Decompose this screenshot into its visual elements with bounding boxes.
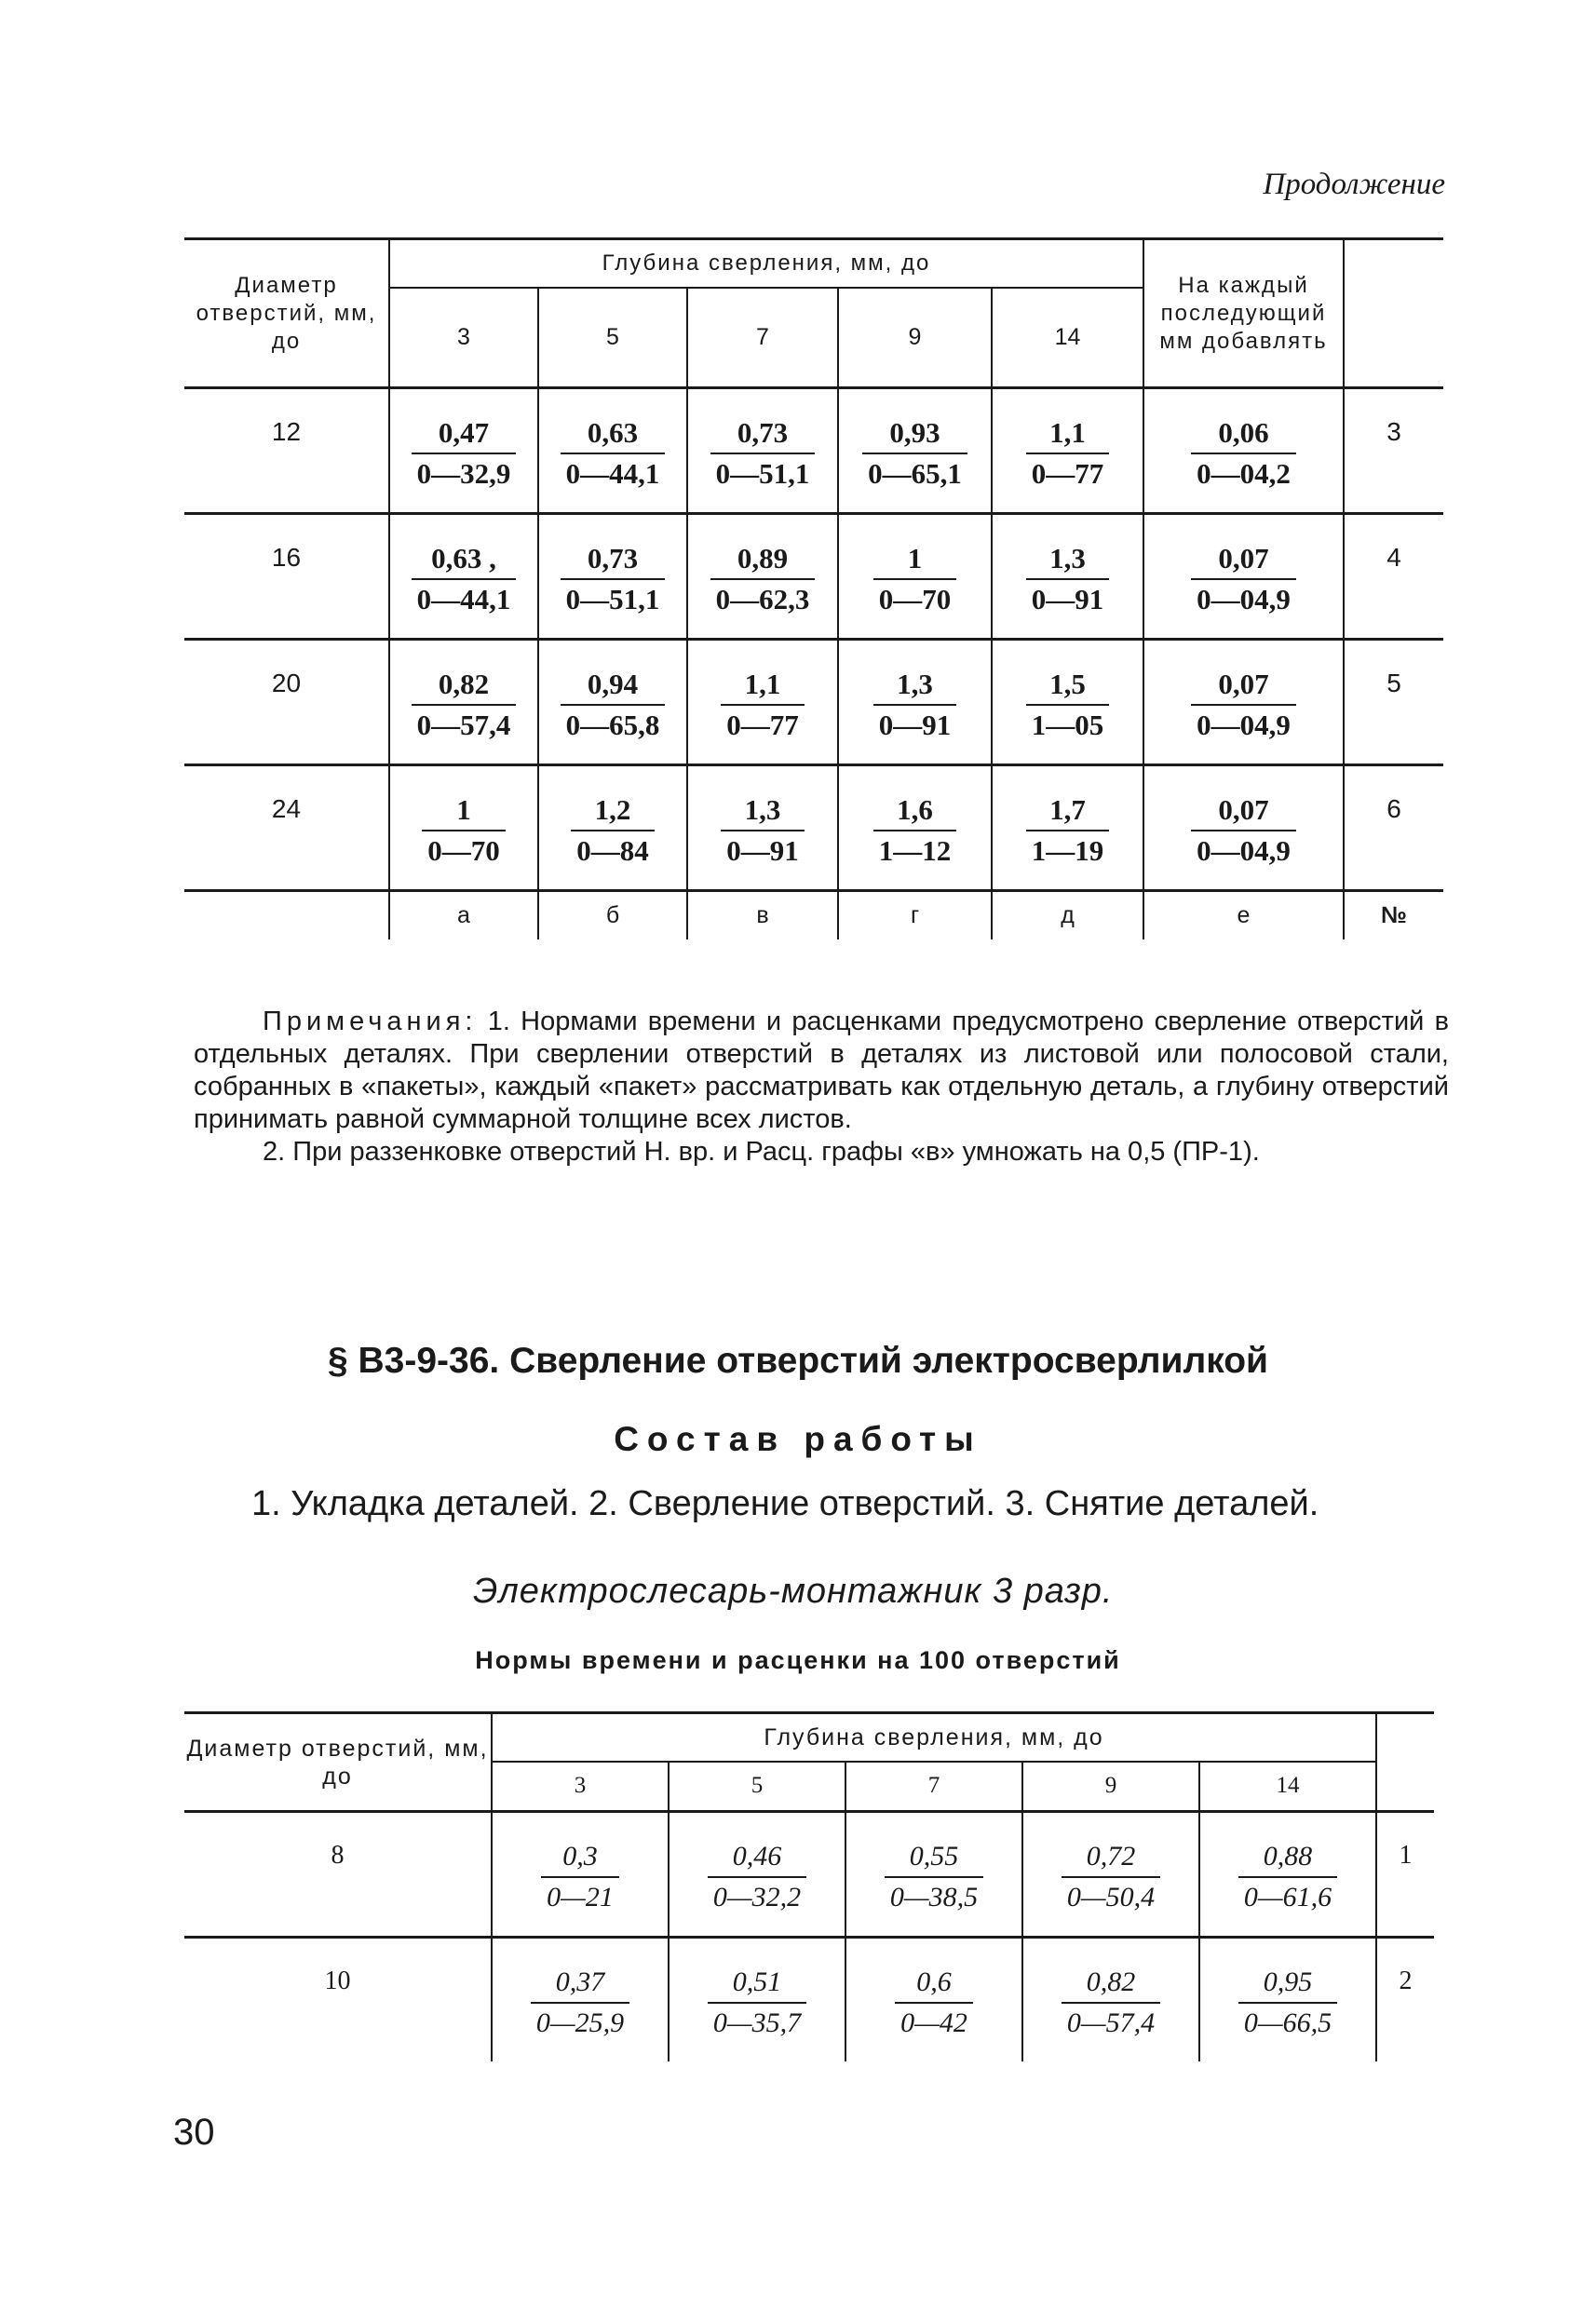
fraction xyxy=(531,1963,629,2043)
time-norm: 0,3 xyxy=(541,1837,619,1878)
row-number-cell: 2 xyxy=(1399,1966,1413,1995)
time-norm: 0,47 xyxy=(412,413,517,454)
column-letter: в xyxy=(687,891,838,939)
norm-fraction-cell xyxy=(1022,1938,1199,2062)
rate-price: 0—70 xyxy=(427,834,500,867)
fraction xyxy=(873,665,957,745)
rate-price: 0—44,1 xyxy=(416,583,511,615)
time-norm: 1,5 xyxy=(1026,665,1110,706)
norms-heading: Нормы времени и расценки на 100 отверстий xyxy=(475,1646,1121,1674)
depth-cell: 5 xyxy=(669,1762,845,1812)
norm-fraction-cell xyxy=(1143,514,1344,640)
norm-fraction-cell xyxy=(1199,1812,1376,1938)
rate-price: 0—66,5 xyxy=(1243,2007,1332,2038)
rate-price: 0—62,3 xyxy=(715,583,810,615)
fraction xyxy=(885,1837,983,1917)
time-norm: 0,51 xyxy=(708,1963,806,2004)
time-norm: 1,1 xyxy=(721,665,805,706)
time-norm: 0,6 xyxy=(895,1963,973,2004)
norm-fraction-cell xyxy=(838,514,992,640)
column-letter: д xyxy=(992,891,1143,939)
rate-price: 0—65,1 xyxy=(868,457,962,490)
norm-fraction-cell xyxy=(538,388,687,514)
rate-price: 0—32,9 xyxy=(416,457,511,490)
norm-fraction-cell xyxy=(845,1938,1022,2062)
diameter-cell: 8 xyxy=(184,1812,492,1938)
depth-cell: 14 xyxy=(992,288,1143,388)
fraction xyxy=(1191,539,1296,619)
norm-fraction-cell xyxy=(389,514,538,640)
time-norm: 1,1 xyxy=(1026,413,1110,454)
rate-price: 0—51,1 xyxy=(565,583,660,615)
rate-price: 0—04,9 xyxy=(1197,834,1291,867)
fraction xyxy=(412,413,517,493)
diameter-cell: 16 xyxy=(184,514,389,640)
diameter-cell: 24 xyxy=(184,765,389,891)
rate-price: 0—04,9 xyxy=(1197,583,1291,615)
column-letter: № xyxy=(1344,891,1443,939)
fraction xyxy=(1026,791,1110,871)
time-norm: 0,07 xyxy=(1191,791,1296,831)
rate-price: 0—44,1 xyxy=(565,457,660,490)
rate-price: 0—91 xyxy=(726,834,799,867)
fraction xyxy=(571,791,655,871)
time-norm: 0,06 xyxy=(1191,413,1296,454)
header-diameter: Диаметр отверстий, мм, до xyxy=(184,239,389,388)
time-norm: 1,7 xyxy=(1026,791,1110,831)
norm-fraction-cell xyxy=(687,640,838,765)
rate-price: 0—25,9 xyxy=(535,2007,625,2038)
rate-price: 0—84 xyxy=(576,834,649,867)
notes xyxy=(194,1006,1449,1169)
table-row xyxy=(184,514,1443,640)
rate-price: 0—91 xyxy=(878,709,952,741)
fraction xyxy=(1238,1837,1337,1917)
norm-fraction-cell xyxy=(538,640,687,765)
norm-fraction-cell xyxy=(687,765,838,891)
norm-fraction-cell xyxy=(1143,765,1344,891)
norm-fraction-cell xyxy=(389,765,538,891)
fraction xyxy=(710,539,816,619)
time-norm: 0,89 xyxy=(710,539,816,580)
fraction xyxy=(412,539,517,619)
rate-price: 0—32,2 xyxy=(712,1882,802,1912)
time-norm: 0,82 xyxy=(1062,1963,1160,2004)
rate-price: 1—12 xyxy=(878,834,952,867)
time-norm: 0,07 xyxy=(1191,665,1296,706)
norm-fraction-cell xyxy=(992,388,1143,514)
norm-fraction-cell xyxy=(992,765,1143,891)
fraction xyxy=(721,665,805,745)
fraction xyxy=(1026,413,1110,493)
norms-table-2 xyxy=(184,1711,1434,2061)
depth-cell: 9 xyxy=(838,288,992,388)
depth-cell: 3 xyxy=(389,288,538,388)
fraction xyxy=(541,1837,619,1917)
header-row-number xyxy=(1376,1713,1434,1812)
continuation-label: Продолжение xyxy=(1263,168,1445,201)
norm-fraction-cell xyxy=(1143,388,1344,514)
time-norm: 1,3 xyxy=(721,791,805,831)
header-diameter: Диаметр отверстий, мм, до xyxy=(184,1713,492,1812)
time-norm: 0,63 , xyxy=(412,539,517,580)
table-row xyxy=(184,1812,1434,1938)
fraction xyxy=(561,413,666,493)
header-row-number xyxy=(1344,239,1443,388)
section-title: § В3-9-36. Сверление отверстий электросверлилкой xyxy=(327,1341,1269,1381)
rate-price: 0—91 xyxy=(1031,583,1104,615)
time-norm: 0,07 xyxy=(1191,539,1296,580)
row-number-cell: 3 xyxy=(1344,388,1443,514)
rate-price: 0—04,2 xyxy=(1197,457,1291,490)
rate-price: 0—38,5 xyxy=(889,1882,979,1912)
depth-cell: 3 xyxy=(492,1762,669,1812)
norm-fraction-cell xyxy=(992,640,1143,765)
fraction xyxy=(561,539,666,619)
norm-fraction-cell xyxy=(838,388,992,514)
table-row xyxy=(184,388,1443,514)
column-letter: б xyxy=(538,891,687,939)
row-number-cell: 6 xyxy=(1386,794,1401,823)
note-2: 2. При раззенковке отверстий Н. вр. и Расц. графы «в» умножать на 0,5 (ПР-1). xyxy=(263,1137,1260,1167)
fraction xyxy=(1062,1963,1160,2043)
time-norm: 0,82 xyxy=(412,665,517,706)
rate-price: 0—77 xyxy=(1031,457,1104,490)
norm-fraction-cell xyxy=(1022,1812,1199,1938)
work-description: 1. Укладка деталей. 2. Сверление отверстий. 3. Снятие деталей. xyxy=(251,1484,1319,1523)
column-letter: а xyxy=(389,891,538,939)
time-norm: 1 xyxy=(873,539,957,580)
time-norm: 0,88 xyxy=(1238,1837,1337,1878)
time-norm: 0,94 xyxy=(561,665,666,706)
time-norm: 0,93 xyxy=(862,413,967,454)
time-norm: 0,95 xyxy=(1238,1963,1337,2004)
rate-price: 0—50,4 xyxy=(1066,1882,1156,1912)
time-norm: 1,6 xyxy=(873,791,957,831)
fraction xyxy=(895,1963,973,2043)
rate-price: 0—42 xyxy=(900,2007,967,2038)
rate-price: 0—35,7 xyxy=(712,2007,802,2038)
depth-cell: 5 xyxy=(538,288,687,388)
fraction xyxy=(561,665,666,745)
fraction xyxy=(721,791,805,871)
work-heading: Состав работы xyxy=(614,1420,982,1458)
depth-cell: 7 xyxy=(845,1762,1022,1812)
column-letter: г xyxy=(838,891,992,939)
rate-price: 1—19 xyxy=(1031,834,1104,867)
fraction xyxy=(1062,1837,1160,1917)
table-row xyxy=(184,765,1443,891)
header-each-mm: На каждый последующий мм добавлять xyxy=(1143,239,1344,388)
time-norm: 0,73 xyxy=(710,413,816,454)
rate-price: 0—21 xyxy=(547,1882,614,1912)
table-row xyxy=(184,640,1443,765)
time-norm: 0,72 xyxy=(1062,1837,1160,1878)
rate-price: 0—51,1 xyxy=(715,457,810,490)
norm-fraction-cell xyxy=(389,640,538,765)
page-number: 30 xyxy=(173,2112,215,2153)
time-norm: 1,3 xyxy=(873,665,957,706)
row-number-cell: 4 xyxy=(1344,514,1443,640)
time-norm: 0,46 xyxy=(708,1837,806,1878)
fraction xyxy=(422,791,506,871)
fraction xyxy=(708,1963,806,2043)
depth-cell: 9 xyxy=(1022,1762,1199,1812)
time-norm: 0,37 xyxy=(531,1963,629,2004)
norm-fraction-cell xyxy=(538,514,687,640)
fraction xyxy=(1191,791,1296,871)
rate-price: 0—57,4 xyxy=(1066,2007,1156,2038)
note-1: 1. Нормами времени и расценками предусмотрено сверление отверстий в отдельных деталях. При сверлении отверстий в деталях из листовой или полосовой стали, собранных в «пакеты», каждый «пакет» рассматривать как отдельную деталь, а глубину отверстий принимать равной суммарной толщине всех листов. xyxy=(194,1007,1449,1134)
rate-price: 1—05 xyxy=(1031,709,1104,741)
rate-price: 0—04,9 xyxy=(1197,709,1291,741)
depth-cell: 7 xyxy=(687,288,838,388)
time-norm: 0,73 xyxy=(561,539,666,580)
time-norm: 1,3 xyxy=(1026,539,1110,580)
fraction xyxy=(708,1837,806,1917)
header-depth: Глубина сверления, мм, до xyxy=(492,1713,1376,1762)
rate-price: 0—77 xyxy=(726,709,799,741)
norm-fraction-cell xyxy=(669,1938,845,2062)
norm-fraction-cell xyxy=(992,514,1143,640)
norm-fraction-cell xyxy=(838,765,992,891)
norm-fraction-cell xyxy=(669,1812,845,1938)
column-letters-row xyxy=(184,891,1443,939)
norm-fraction-cell xyxy=(687,514,838,640)
norm-fraction-cell xyxy=(492,1812,669,1938)
fraction xyxy=(1191,413,1296,493)
notes-label: Примечания: xyxy=(263,1007,478,1036)
norm-fraction-cell xyxy=(538,765,687,891)
rate-price: 0—70 xyxy=(878,583,952,615)
norm-fraction-cell xyxy=(838,640,992,765)
norm-fraction-cell xyxy=(1199,1938,1376,2062)
time-norm: 1 xyxy=(422,791,506,831)
row-number-cell: 1 xyxy=(1376,1812,1434,1938)
norm-fraction-cell xyxy=(492,1938,669,2062)
fraction xyxy=(1238,1963,1337,2043)
worker-grade: Электрослесарь-монтажник 3 разр. xyxy=(473,1572,1114,1611)
fraction xyxy=(710,413,816,493)
norm-fraction-cell xyxy=(687,388,838,514)
rate-price: 0—65,8 xyxy=(565,709,660,741)
column-letter: е xyxy=(1143,891,1344,939)
diameter-cell: 12 xyxy=(184,388,389,514)
norm-fraction-cell xyxy=(1143,640,1344,765)
time-norm: 1,2 xyxy=(571,791,655,831)
row-number-cell: 5 xyxy=(1344,640,1443,765)
norm-fraction-cell xyxy=(389,388,538,514)
time-norm: 0,63 xyxy=(561,413,666,454)
header-depth: Глубина сверления, мм, до xyxy=(389,239,1143,288)
fraction xyxy=(1026,539,1110,619)
depth-cell: 14 xyxy=(1199,1762,1376,1812)
fraction xyxy=(862,413,967,493)
rate-price: 0—61,6 xyxy=(1243,1882,1332,1912)
fraction xyxy=(873,791,957,871)
table-row xyxy=(184,1938,1434,2062)
fraction xyxy=(1191,665,1296,745)
diameter-cell: 20 xyxy=(184,640,389,765)
norms-table-1 xyxy=(184,237,1443,939)
time-norm: 0,55 xyxy=(885,1837,983,1878)
fraction xyxy=(873,539,957,619)
fraction xyxy=(412,665,517,745)
rate-price: 0—57,4 xyxy=(416,709,511,741)
diameter-cell: 10 xyxy=(184,1938,492,2062)
norm-fraction-cell xyxy=(845,1812,1022,1938)
fraction xyxy=(1026,665,1110,745)
